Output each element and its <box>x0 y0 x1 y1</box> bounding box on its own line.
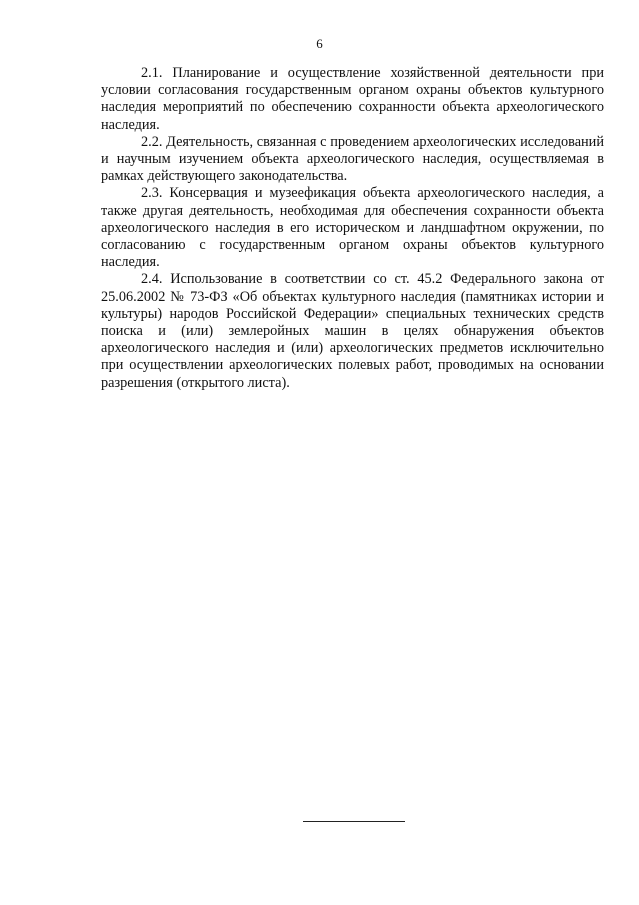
document-body <box>101 65 604 392</box>
footer-divider-line <box>303 821 405 822</box>
paragraph-2-4: 2.4. Использование в соответствии со ст. 45.2 Федерального закона от 25.06.2002 № 73-ФЗ «Об объектах культурного наследия (памятниках истории и культуры) народов Российской Федерации» специальных технических средств поиска и (или) землеройных машин в целях обнаружения объектов археологического наследия и (или) археологических предметов исключительно при осуществлении археологических полевых работ, проводимых на основании разрешения (открытого листа). <box>101 271 604 391</box>
page-number: 6 <box>316 36 323 51</box>
paragraph-2-3: 2.3. Консервация и музеефикация объекта археологического наследия, а также другая деятельность, необходимая для обеспечения сохранности объекта археологического наследия в его историческом и ландшафтном окружении, по согласованию с государственным органом охраны объектов культурного наследия. <box>101 185 604 271</box>
paragraph-2-2: 2.2. Деятельность, связанная с проведением археологических исследований и научным изучением объекта археологического наследия, осуществляемая в рамках действующего законодательства. <box>101 133 604 185</box>
paragraph-2-1: 2.1. Планирование и осуществление хозяйственной деятельности при условии согласования государственным органом охраны объектов культурного наследия мероприятий по обеспечению сохранности объекта археологического наследия. <box>101 65 604 133</box>
